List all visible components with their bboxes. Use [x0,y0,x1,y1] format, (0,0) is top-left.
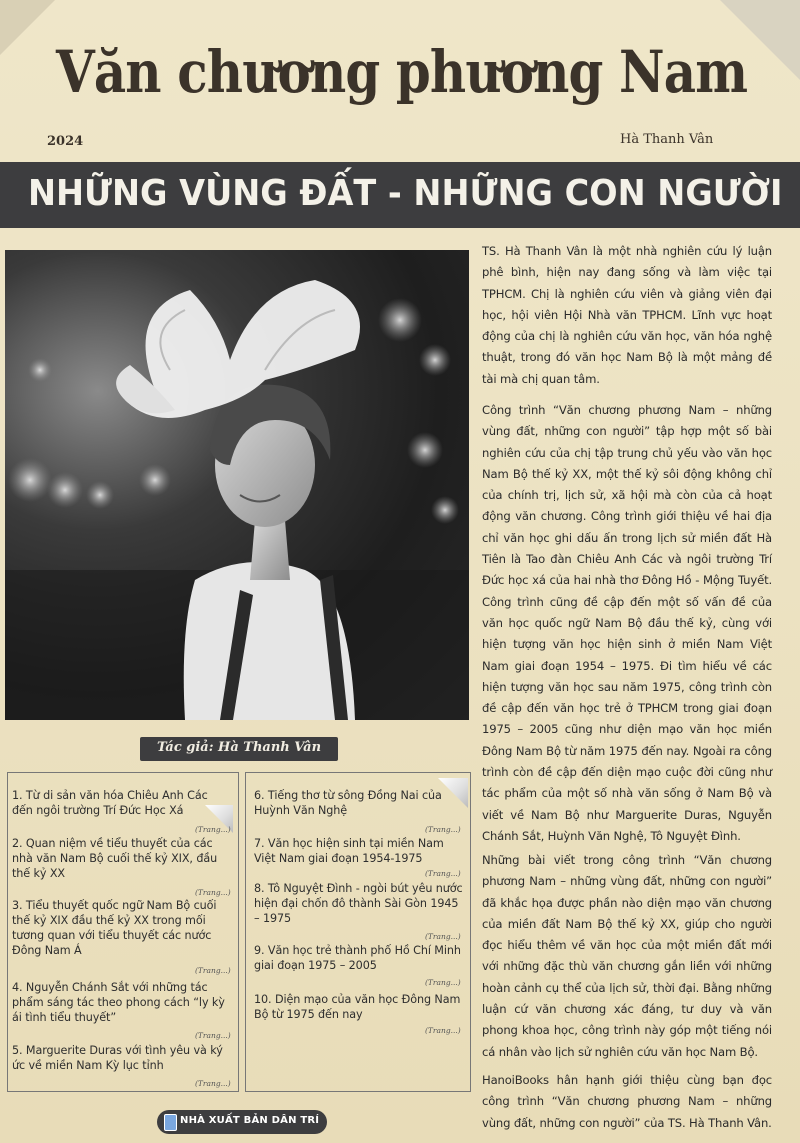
body-paragraph: Những bài viết trong công trình “Văn chương phương Nam – những vùng đất, những con người” đã khắc họa được phần nào diện mạo văn chương của miền đất Nam Bộ thế kỷ XX, giúp cho người đọc hiểu thêm về văn học của một miền đất mới với những đặc thù văn chương gắn liền với những hoàn cảnh cụ thể của lịch sử, thời đại. Bằng những luận cứ văn chương xác đáng, tư duy và văn phong khoa học, công trình này góp một tiếng nói cá nhân vào lịch sử nghiên cứu văn học Nam Bộ. [482,853,772,1059]
masthead-title: Văn chương phương Nam [56,38,748,106]
toc-page-ref: (Trang...) [195,1031,231,1040]
toc-page-ref: (Trang...) [425,978,461,987]
paper-corner-fold [0,0,55,55]
toc-page-ref: (Trang...) [425,932,461,941]
toc-item: 1. Từ di sản văn hóa Chiêu Anh Các đến ngôi trường Trí Đức Học Xá [12,789,208,817]
toc-item: 10. Diện mạo của văn học Đông Nam Bộ từ 1975 đến nay [254,993,461,1021]
banner-subtitle: NHỮNG VÙNG ĐẤT - NHỮNG CON NGƯỜI [28,173,783,214]
toc-page-ref: (Trang...) [195,966,231,975]
toc-page-ref: (Trang...) [195,1079,231,1088]
body-paragraph: HanoiBooks hân hạnh giới thiệu cùng bạn đọc công trình “Văn chương phương Nam – những vùng đất, những con người” của TS. Hà Thanh Vân. [482,1073,772,1130]
toc-item: 7. Văn học hiện sinh tại miền Nam Việt Nam giai đoạn 1954-1975 [254,837,444,865]
toc-page-ref: (Trang...) [195,825,231,834]
toc-page-ref: (Trang...) [425,1026,461,1035]
toc-item: 8. Tô Nguyệt Đình - ngòi bút yêu nước hiện đại chốn đô thành Sài Gòn 1945 – 1975 [254,882,463,925]
toc-page-ref: (Trang...) [425,869,461,878]
toc-item: 5. Marguerite Duras với tình yêu và ký ức về miền Nam Kỳ lục tỉnh [12,1044,223,1072]
toc-item: 9. Văn học trẻ thành phố Hồ Chí Minh giai đoạn 1975 – 2005 [254,944,461,972]
body-paragraph: TS. Hà Thanh Vân là một nhà nghiên cứu lý luận phê bình, hiện nay đang sống và làm việc tại TPHCM. Chị là nghiên cứu viên và giảng viên đại học, hội viên Hội Nhà văn TPHCM. Lĩnh vực hoạt động của chị là nghiên cứu văn học, văn hóa nghệ thuật, trong đó văn học Nam Bộ là một mảng đề tài mà chị quan tâm. [482,244,772,386]
book-icon [164,1114,177,1131]
publisher-name: NHÀ XUẤT BẢN DÂN TRÍ [180,1115,320,1126]
issue-year: 2024 [47,134,84,149]
toc-item: 6. Tiếng thơ từ sông Đồng Nai của Huỳnh Văn Nghệ [254,789,442,817]
masthead-author: Hà Thanh Vân [620,132,714,147]
author-portrait-illustration [5,250,469,720]
body-paragraph: Công trình “Văn chương phương Nam – những vùng đất, những con người” tập hợp một số bài nghiên cứu của chị tập trung chủ yếu vào văn học Nam Bộ thế kỷ XX, một thế kỷ sôi động không chỉ của chính trị, lịch sử, xã hội mà còn của cả hoạt động văn chương. Công trình giới thiệu về hai địa chỉ văn học ghi dấu ấn trong lịch sử miền đất Hà Tiên là Tao đàn Chiêu Anh Các và ngôi trường Trí Đức học xá của hai nhà thơ Đông Hồ - Mộng Tuyết. Công trình cũng đề cập đến một số vấn đề của văn học quốc ngữ Nam Bộ đầu thế kỷ, cùng với hiện tượng văn học hiện sinh ở miền Nam Việt Nam giai đoạn 1954 – 1975. Đi tìm hiểu về các hiện tượng văn học sau năm 1975, công trình còn đề cập đến văn học trẻ ở TPHCM trong giai đoạn 1975 – 2005 cũng như diện mạo văn học miền Đông Nam Bộ từ năm 1975 đến nay. Ngoài ra công trình còn đề cập đến diện mạo cuộc đời cũng như tác phẩm của một số nhà văn sống ở Nam Bộ và viết về Nam Bộ như Marguerite Duras, Nguyễn Chánh Sắt, Huỳnh Văn Nghệ, Tô Nguyệt Đình. [482,403,772,843]
author-photo [5,250,469,720]
toc-item: 3. Tiểu thuyết quốc ngữ Nam Bộ cuối thế kỷ XIX đầu thế kỷ XX trong mối tương quan với tiểu thuyết các nước Đông Nam Á [12,899,217,957]
toc-page-ref: (Trang...) [195,888,231,897]
photo-caption: Tác giả: Hà Thanh Vân [156,740,322,755]
toc-item: 2. Quan niệm về tiểu thuyết của các nhà văn Nam Bộ cuối thế kỷ XIX, đầu thế kỷ XX [12,837,218,880]
toc-item: 4. Nguyễn Chánh Sắt với những tác phẩm sáng tác theo phong cách “ly kỳ ái tình tiểu thuyết” [12,981,225,1024]
toc-page-ref: (Trang...) [425,825,461,834]
